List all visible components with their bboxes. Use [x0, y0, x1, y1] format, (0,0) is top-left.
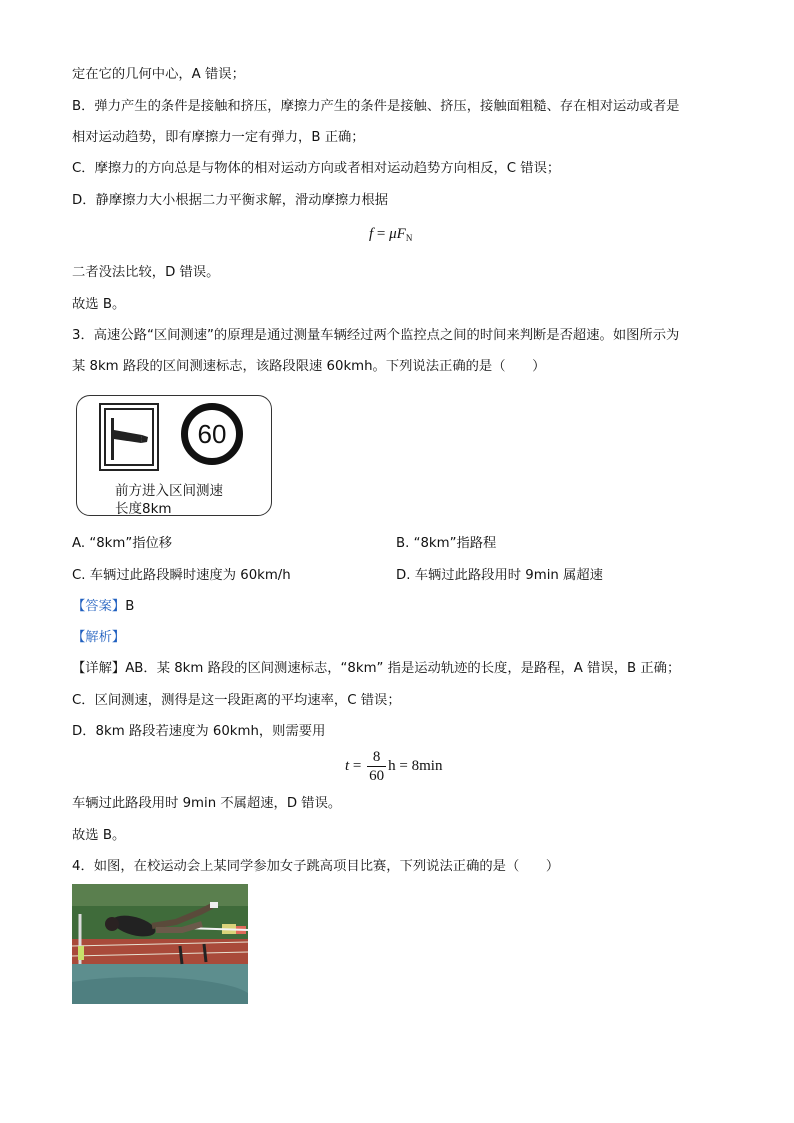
formula-sub-N: N [405, 233, 413, 243]
question-3-line2: 某 8km 路段的区间测速标志，该路段限速 60kmh。下列说法正确的是（ ） [72, 359, 546, 374]
option-c: C. 车辆过此路段瞬时速度为 60km/h [72, 568, 291, 583]
answer-label: 【答案】 [72, 599, 126, 614]
question-4-line: 4．如图，在校运动会上某同学参加女子跳高项目比赛，下列说法正确的是（ ） [72, 859, 560, 874]
speed-limit-value: 60 [197, 418, 227, 449]
detail-label: 【详解】 [72, 661, 126, 676]
text-line: D．8km 路段若速度为 60kmh，则需要用 [72, 724, 326, 739]
answer-value: B [125, 599, 135, 614]
text-line: 定在它的几何中心，A 错误； [72, 67, 245, 82]
option-d: D. 车辆过此路段用时 9min 属超速 [396, 568, 603, 583]
detail-line [72, 659, 680, 679]
text-line: 二者没法比较，D 错误。 [72, 265, 220, 280]
analysis-line [72, 628, 125, 648]
sign-caption-line2: 长度8km [115, 501, 172, 517]
friction-formula [369, 226, 412, 243]
speed-zone-sign [76, 395, 272, 516]
formula-f: f [369, 226, 374, 242]
text-line: 车辆过此路段用时 9min 不属超速，D 错误。 [72, 796, 342, 811]
text-line: C．区间测速，测得是这一段距离的平均速率，C 错误； [72, 693, 401, 708]
high-jump-illustration [72, 884, 248, 1004]
formula-unit: h [388, 757, 396, 774]
sign-caption [115, 482, 223, 518]
speed-limit-circle [181, 403, 243, 465]
text-line: B．弹力产生的条件是接触和挤压，摩擦力产生的条件是接触、挤压，接触面粗糙、存在相对运动或者是 [72, 99, 680, 114]
sign-caption-line1: 前方进入区间测速 [115, 483, 223, 499]
fraction [367, 748, 386, 785]
formula-result: 8min [411, 757, 443, 774]
analysis-label: 【解析】 [72, 630, 126, 645]
text-line: C．摩擦力的方向总是与物体的相对运动方向或者相对运动趋势方向相反，C 错误； [72, 161, 561, 176]
answer-line [72, 597, 134, 617]
formula-t: t [345, 757, 350, 774]
formula-F: F [396, 226, 406, 242]
option-b: B. “8km”指路程 [396, 536, 497, 551]
high-jump-photo [72, 884, 248, 1004]
formula-equals: = [349, 757, 366, 774]
fraction-denominator: 60 [369, 768, 385, 784]
option-a: A. “8km”指位移 [72, 536, 173, 551]
formula-equals: = [373, 226, 390, 242]
camera-icon [106, 410, 156, 468]
formula-equals: = [395, 757, 412, 774]
text-line: 故选 B。 [72, 297, 126, 312]
text-line: 故选 B。 [72, 828, 126, 843]
time-formula [345, 748, 442, 785]
detail-text: AB．某 8km 路段的区间测速标志，“8km” 指是运动轨迹的长度，是路程，A 错误，B 正确； [125, 661, 681, 676]
text-line: D．静摩擦力大小根据二力平衡求解，滑动摩擦力根据 [72, 193, 389, 208]
question-3-line1: 3．高速公路“区间测速”的原理是通过测量车辆经过两个监控点之间的时间来判断是否超速。如图所示为 [72, 328, 680, 343]
camera-sign [99, 403, 159, 471]
text-line: 相对运动趋势，即有摩擦力一定有弹力，B 正确； [72, 130, 365, 145]
fraction-numerator: 8 [367, 748, 386, 767]
camera-sign-border [104, 408, 154, 466]
formula-mu: μ [389, 226, 397, 242]
